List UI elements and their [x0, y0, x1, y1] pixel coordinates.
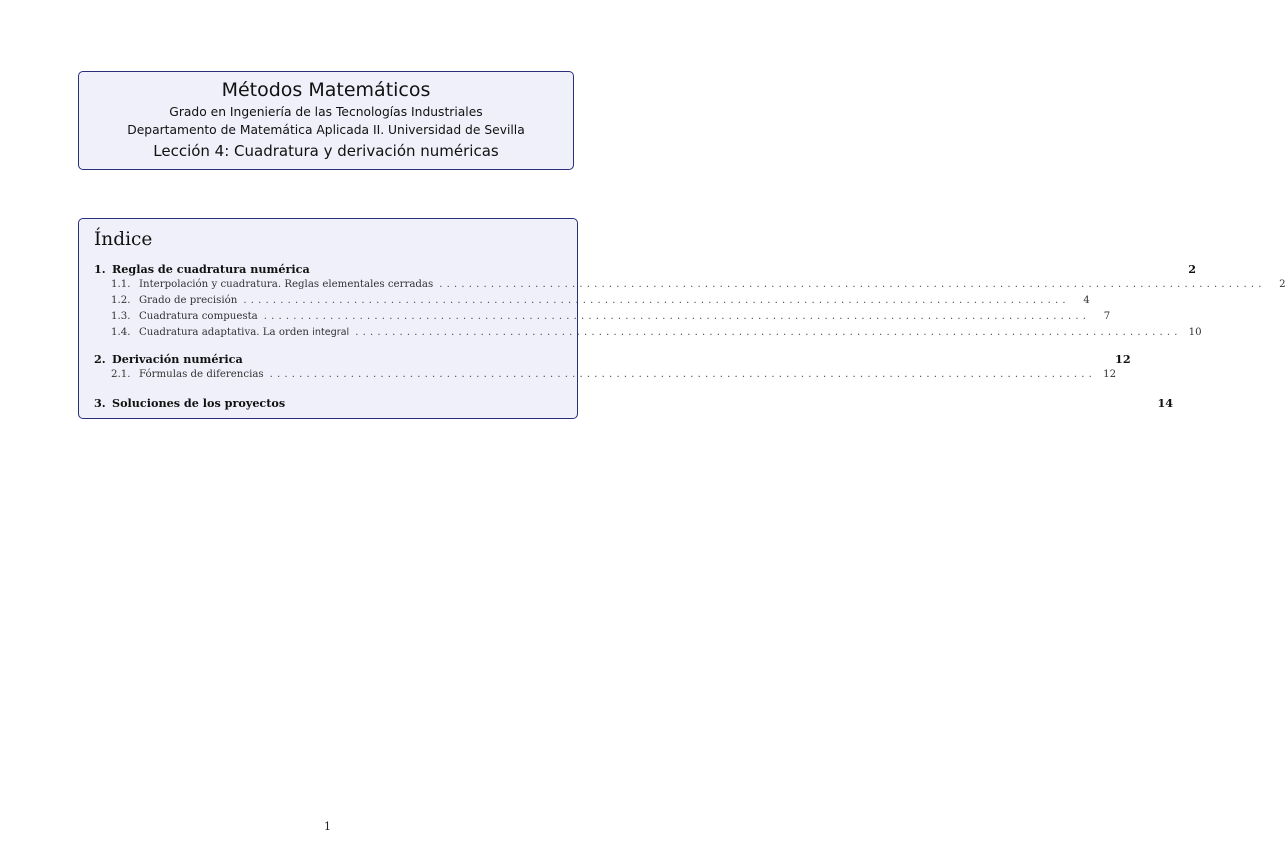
toc-page-number: 7: [1103, 311, 1111, 322]
toc-heading: Índice: [94, 229, 153, 250]
toc-section-1[interactable]: [94, 262, 1197, 276]
toc-subsection-title-text: Cuadratura adaptativa. La orden: [139, 327, 309, 338]
toc-subsection-1-1[interactable]: [94, 278, 1286, 292]
toc-subsection-title: [139, 326, 349, 340]
lesson-title: Lección 4: Cuadratura y derivación numéricas: [153, 142, 499, 160]
toc-leader: ................................................................................................................: [263, 311, 1091, 322]
toc-page-number: 12: [1103, 369, 1117, 380]
table-of-contents: [78, 218, 1286, 419]
toc-leader: [291, 398, 1151, 412]
toc-section-3[interactable]: [94, 396, 1174, 410]
toc-subsection-title: Cuadratura compuesta: [139, 311, 258, 322]
toc-page-number: 14: [1157, 396, 1174, 410]
toc-section-2[interactable]: [94, 352, 1131, 366]
toc-section-title: Soluciones de los proyectos: [112, 396, 286, 410]
toc-page-number: 10: [1188, 327, 1202, 338]
toc-section-title: Derivación numérica: [112, 352, 243, 366]
toc-leader: ................................................................................................................: [269, 369, 1097, 380]
page-number: 1: [324, 820, 331, 833]
toc-leader: [249, 354, 1109, 368]
toc-subsection-number: 1.2.: [111, 295, 131, 306]
toc-subsection-1-4[interactable]: [94, 326, 1202, 340]
toc-code-word: integral: [312, 327, 350, 338]
toc-subsection-number: 1.1.: [111, 279, 131, 290]
toc-page-number: 12: [1115, 352, 1131, 366]
toc-leader: ................................................................................................................: [243, 295, 1070, 306]
toc-subsection-title: Interpolación y cuadratura. Reglas elementales cerradas: [139, 279, 434, 290]
toc-section-number: 1.: [94, 262, 106, 276]
toc-subsection-title: Fórmulas de diferencias: [139, 369, 264, 380]
toc-page-number: 2: [1279, 279, 1286, 290]
toc-page-number: 4: [1083, 295, 1090, 306]
toc-subsection-title: Grado de precisión: [139, 295, 238, 306]
toc-subsection-number: 2.1.: [111, 369, 131, 380]
toc-subsection-1-2[interactable]: [94, 294, 1090, 308]
toc-leader: [316, 264, 1176, 278]
toc-subsection-number: 1.4.: [111, 327, 131, 338]
department-line: Departamento de Matemática Aplicada II. Universidad de Sevilla: [127, 123, 525, 137]
toc-section-title: Reglas de cuadratura numérica: [112, 262, 310, 276]
toc-subsection-2-1[interactable]: [94, 368, 1117, 382]
title-box: [78, 71, 574, 170]
toc-section-number: 3.: [94, 396, 106, 410]
degree-line: Grado en Ingeniería de las Tecnologías Industriales: [169, 105, 483, 119]
toc-page-number: 2: [1188, 262, 1197, 276]
toc-subsection-number: 1.3.: [111, 311, 131, 322]
document-title: Métodos Matemáticos: [221, 79, 431, 101]
toc-subsection-1-3[interactable]: [94, 310, 1111, 324]
toc-leader: ................................................................................................................: [439, 279, 1266, 290]
toc-leader: ................................................................................................................: [355, 327, 1182, 338]
toc-section-number: 2.: [94, 352, 106, 366]
